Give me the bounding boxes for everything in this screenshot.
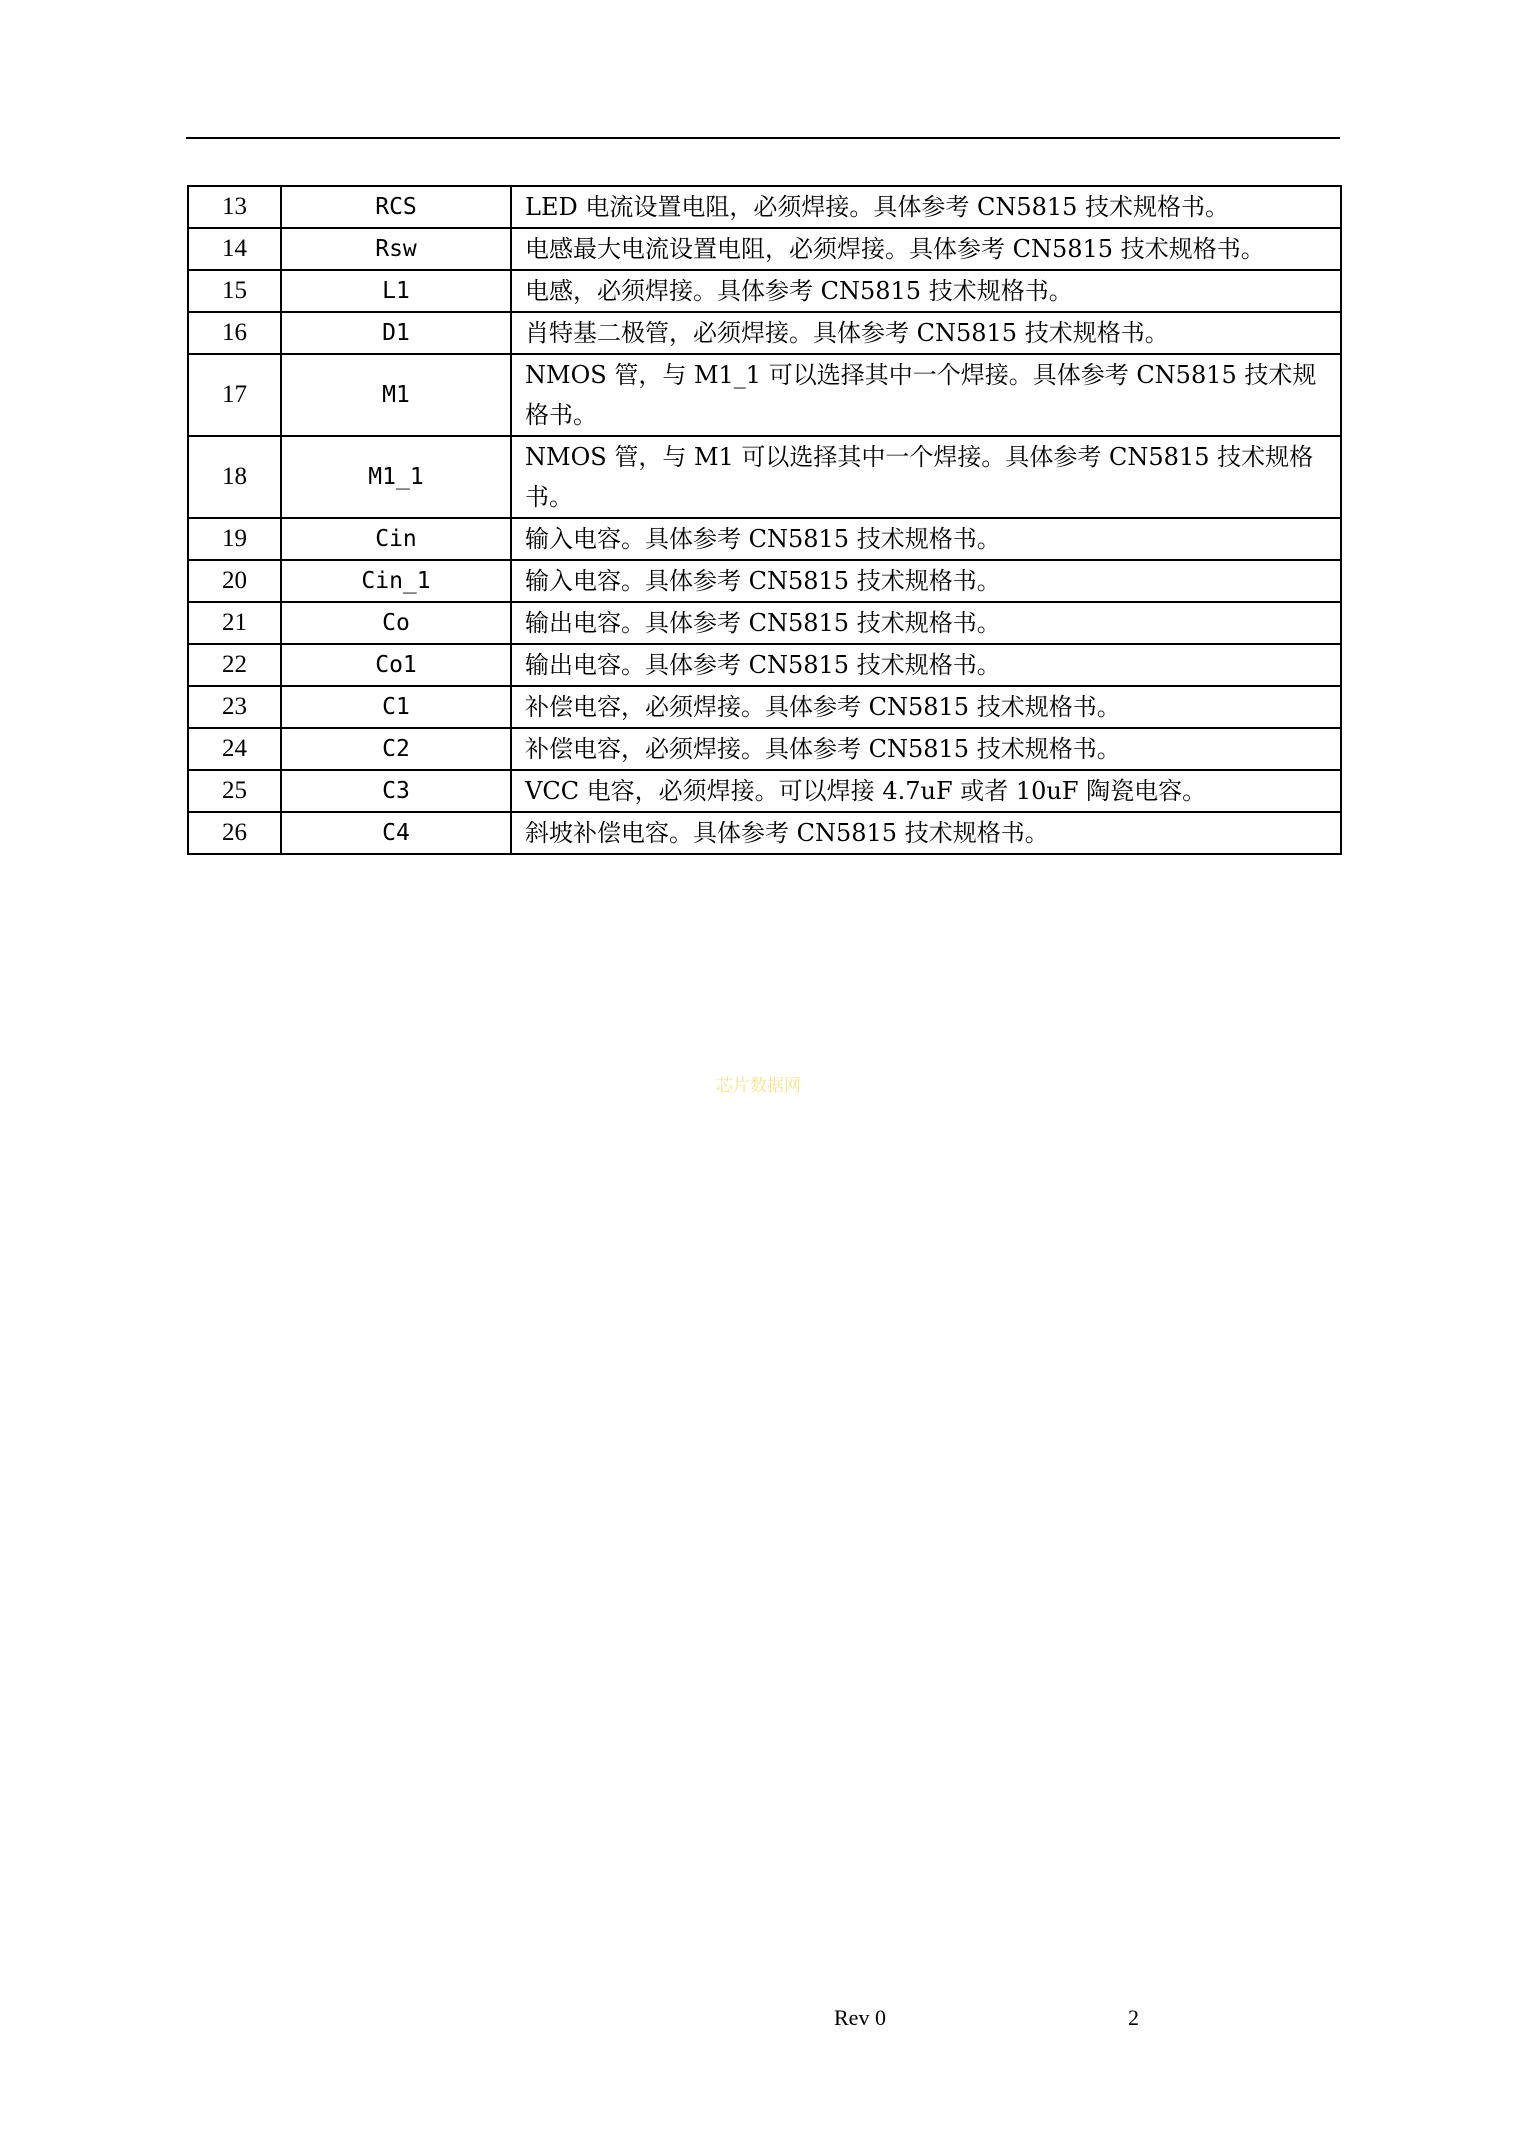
component-description: 输入电容。具体参考 CN5815 技术规格书。 <box>511 518 1341 560</box>
table-row <box>188 518 1341 560</box>
row-number: 19 <box>188 518 281 560</box>
component-description: NMOS 管，与 M1_1 可以选择其中一个焊接。具体参考 CN5815 技术规格书。 <box>511 354 1341 436</box>
row-number: 17 <box>188 354 281 436</box>
component-ref: M1 <box>281 354 511 436</box>
table-row <box>188 312 1341 354</box>
footer-page-number: 2 <box>1128 2005 1139 2030</box>
component-description: 输入电容。具体参考 CN5815 技术规格书。 <box>511 560 1341 602</box>
row-number: 26 <box>188 812 281 854</box>
row-number: 20 <box>188 560 281 602</box>
table-row <box>188 644 1341 686</box>
row-number: 21 <box>188 602 281 644</box>
table-row <box>188 770 1341 812</box>
component-ref: D1 <box>281 312 511 354</box>
row-number: 23 <box>188 686 281 728</box>
component-description: 输出电容。具体参考 CN5815 技术规格书。 <box>511 602 1341 644</box>
component-ref: M1_1 <box>281 436 511 518</box>
watermark: 芯片数据网 <box>716 1076 801 1096</box>
component-description: 补偿电容，必须焊接。具体参考 CN5815 技术规格书。 <box>511 728 1341 770</box>
component-description: 输出电容。具体参考 CN5815 技术规格书。 <box>511 644 1341 686</box>
table-row <box>188 728 1341 770</box>
row-number: 24 <box>188 728 281 770</box>
row-number: 22 <box>188 644 281 686</box>
component-ref: RCS <box>281 186 511 228</box>
table-row <box>188 602 1341 644</box>
component-description: 补偿电容，必须焊接。具体参考 CN5815 技术规格书。 <box>511 686 1341 728</box>
row-number: 13 <box>188 186 281 228</box>
component-ref: Cin <box>281 518 511 560</box>
component-ref: C4 <box>281 812 511 854</box>
row-number: 25 <box>188 770 281 812</box>
component-ref: L1 <box>281 270 511 312</box>
component-description: 电感最大电流设置电阻，必须焊接。具体参考 CN5815 技术规格书。 <box>511 228 1341 270</box>
component-ref: Co <box>281 602 511 644</box>
table-row <box>188 812 1341 854</box>
header-rule <box>186 137 1340 139</box>
row-number: 18 <box>188 436 281 518</box>
component-description: 肖特基二极管，必须焊接。具体参考 CN5815 技术规格书。 <box>511 312 1341 354</box>
footer-revision: Rev 0 <box>834 2005 886 2030</box>
component-ref: C1 <box>281 686 511 728</box>
row-number: 15 <box>188 270 281 312</box>
component-description: 斜坡补偿电容。具体参考 CN5815 技术规格书。 <box>511 812 1341 854</box>
row-number: 14 <box>188 228 281 270</box>
row-number: 16 <box>188 312 281 354</box>
table-row <box>188 228 1341 270</box>
table-row <box>188 354 1341 436</box>
component-table <box>187 185 1342 855</box>
table-row <box>188 436 1341 518</box>
component-description: VCC 电容，必须焊接。可以焊接 4.7uF 或者 10uF 陶瓷电容。 <box>511 770 1341 812</box>
component-description: NMOS 管，与 M1 可以选择其中一个焊接。具体参考 CN5815 技术规格书。 <box>511 436 1341 518</box>
component-description: LED 电流设置电阻，必须焊接。具体参考 CN5815 技术规格书。 <box>511 186 1341 228</box>
component-description: 电感，必须焊接。具体参考 CN5815 技术规格书。 <box>511 270 1341 312</box>
table-row <box>188 686 1341 728</box>
table-row <box>188 560 1341 602</box>
component-ref: Rsw <box>281 228 511 270</box>
table-row <box>188 186 1341 228</box>
component-ref: C2 <box>281 728 511 770</box>
component-ref: Cin_1 <box>281 560 511 602</box>
table-row <box>188 270 1341 312</box>
component-ref: Co1 <box>281 644 511 686</box>
component-ref: C3 <box>281 770 511 812</box>
